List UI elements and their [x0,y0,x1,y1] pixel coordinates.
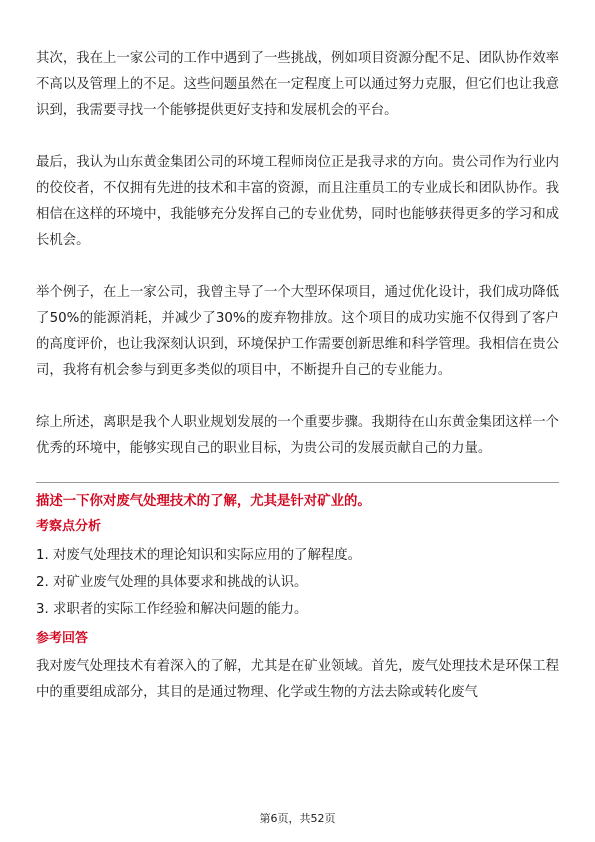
analysis-heading: 考察点分析 [36,519,102,534]
analysis-item: 2. 对矿业废气处理的具体要求和挑战的认识。 [36,575,308,590]
answer-text: 我对废气处理技术有着深入的了解，尤其是在矿业领域。首先，废气处理技术是环保工程中的重要组成部分，其目的是通过物理、化学或生物的方法去除或转化废气 [36,659,559,700]
body-paragraph: 其次，我在上一家公司的工作中遇到了一些挑战，例如项目资源分配不足、团队协作效率不高以及管理上的不足。这些问题虽然在一定程度上可以通过努力克服，但它们也让我意识到，我需要寻找一个能够提供更好支持和发展机会的平台。 [36,51,559,118]
document-page [36,46,559,706]
body-paragraph: 综上所述，离职是我个人职业规划发展的一个重要步骤。我期待在山东黄金集团这样一个优秀的环境中，能够实现自己的职业目标，为贵公司的发展贡献自己的力量。 [36,415,559,456]
interview-question: 描述一下你对废气处理技术的了解，尤其是针对矿业的。 [36,494,371,509]
section-divider [36,482,559,483]
page-footer: 第6页，共52页 [259,812,336,825]
analysis-item: 1. 对废气处理技术的理论知识和实际应用的了解程度。 [36,548,362,563]
answer-heading: 参考回答 [36,631,89,646]
analysis-item: 3. 求职者的实际工作经验和解决问题的能力。 [36,602,308,617]
body-paragraph: 举个例子，在上一家公司，我曾主导了一个大型环保项目，通过优化设计，我们成功降低了50%的能源消耗，并减少了30%的废弃物排放。这个项目的成功实施不仅得到了客户的高度评价，也让我深刻认识到，环境保护工作需要创新思维和科学管理。我相信在贵公司，我将有机会参与到更多类似的项目中，不断提升自己的专业能力。 [36,285,559,378]
body-paragraph: 最后，我认为山东黄金集团公司的环境工程师岗位正是我寻求的方向。贵公司作为行业内的佼佼者，不仅拥有先进的技术和丰富的资源，而且注重员工的专业成长和团队协作。我相信在这样的环境中，我能够充分发挥自己的专业优势，同时也能够获得更多的学习和成长机会。 [36,155,559,248]
